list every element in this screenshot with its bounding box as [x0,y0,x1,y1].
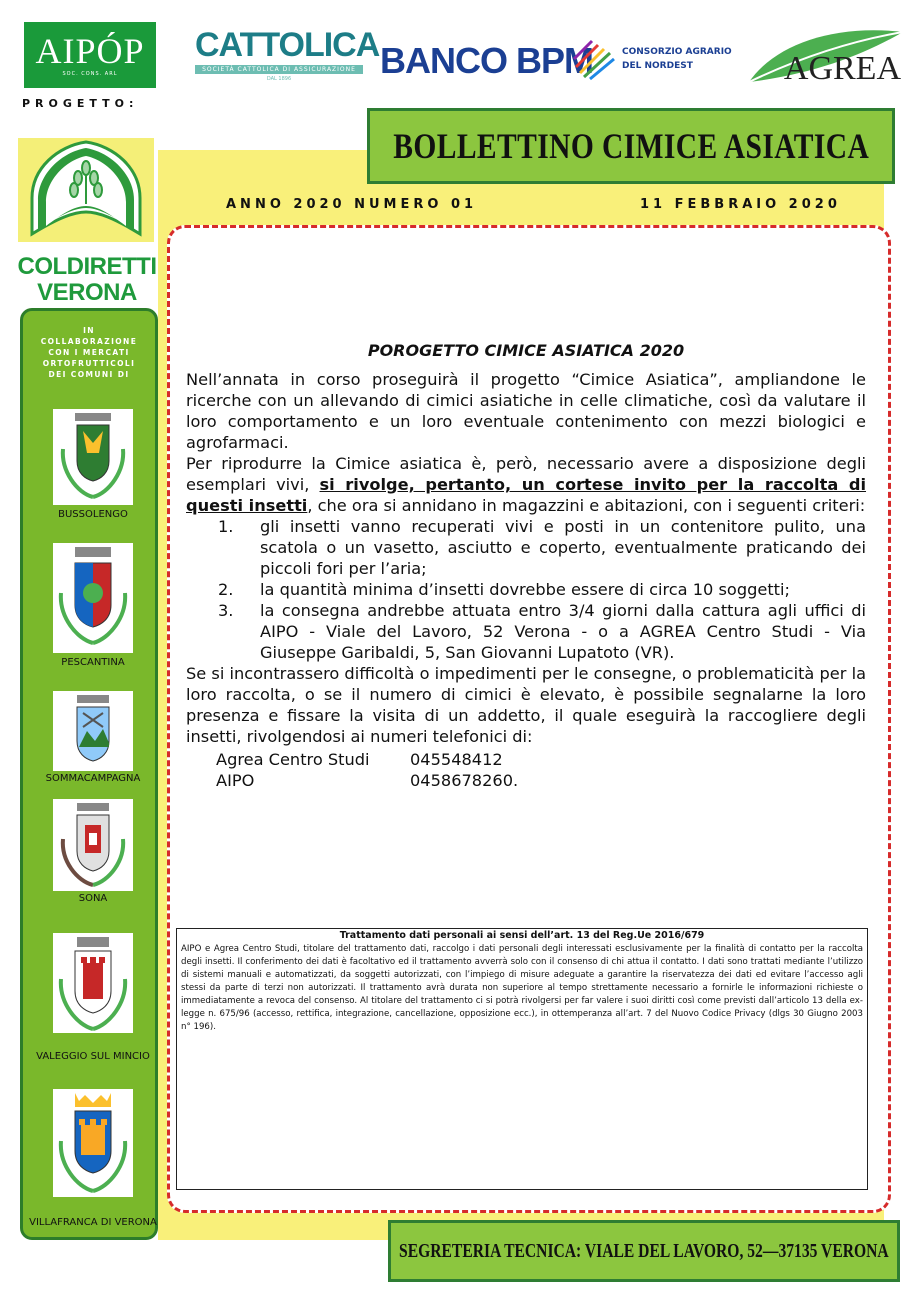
consorzio-line2: DEL NORDEST [622,61,693,71]
collab-line: ORTOFRUTTICOLI [42,359,136,368]
bulletin-title-box [367,108,895,184]
list-item-number: 1. [218,517,234,536]
list-item-text: la quantità minima d’insetti dovrebbe essere di circa 10 soggetti; [260,580,790,599]
valeggio-crest-icon [53,933,133,1033]
coat-of-arms-bussolengo [53,409,133,520]
contact-row [216,749,866,770]
villafranca-crest-icon [53,1089,133,1197]
p2-start: Per riprodurre la Cimice asiatica è, però, necessario avere a disposizione degli esemplari vivi, [186,454,866,494]
bussolengo-crest-icon [53,409,133,505]
coldiretti-line2: VERONA [37,279,137,306]
consorzio-line1: CONSORZIO AGRARIO [622,47,732,57]
list-item [186,600,866,663]
comune-label-villafranca: VILLAFRANCA DI VERONA [29,1217,157,1228]
list-item-text: gli insetti vanno recuperati vivi e posti in un contenitore pulito, una scatola o un vasetto, asciutto e coperto, eventualmente praticando dei piccoli fori per l’aria; [260,517,866,578]
cattolica-logo-year: DAL 1896 [266,76,292,82]
collaboration-text [23,325,155,380]
coat-of-arms-sommacampagna [45,691,141,784]
criteria-list [186,516,866,663]
contacts [186,749,866,791]
coat-of-arms-villafranca [29,1089,157,1228]
comune-label-sommacampagna: SOMMACAMPAGNA [45,773,141,784]
article-heading: POROGETTO CIMICE ASIATICA 2020 [367,341,685,360]
privacy-title: Trattamento dati personali ai sensi dell’art. 13 del Reg.Ue 2016/679 [339,930,705,941]
article-paragraph-3: Se si incontrassero difficoltà o impedimenti per le consegne, o problematicità per la loro raccolta, o se il numero di cimici è elevato, è possibile segnalarne la loro presenza e fissare la visita di un addetto, il quale eseguirà la raccogliere degli insetti, rivolgendosi ai numeri telefonici di: [186,664,866,746]
pescantina-crest-icon [53,543,133,653]
coldiretti-line1: COLDIRETTI [17,253,157,280]
coat-of-arms-sona [53,799,133,904]
comune-label-sona: SONA [78,893,108,904]
p2-end: , che ora si annidano in magazzini e abitazioni, con i seguenti criteri: [307,496,866,515]
comune-label-pescantina: PESCANTINA [61,657,125,668]
cattolica-logo-subtext: SOCIETÀ CATTOLICA DI ASSICURAZIONE [195,65,363,74]
sidebar-comuni [20,308,158,1240]
list-item-text: la consegna andrebbe attuata entro 3/4 giorni dalla cattura agli uffici di AIPO - Viale del Lavoro, 52 Verona - o a AGREA Centro Studi - Via Giuseppe Garibaldi, 5, San Giovanni Lupatoto (VR). [260,601,866,662]
cattolica-logo [195,26,380,82]
article [186,340,866,791]
agrea-logo [745,24,907,90]
issue-number: ANNO 2020 NUMERO 01 [226,197,478,212]
consorzio-logo-text [622,45,732,73]
collab-line: DEI COMUNI DI [48,370,130,379]
list-item-number: 3. [218,601,234,620]
list-item [186,579,866,600]
consorzio-agrario-logo [572,36,742,82]
project-emblem [18,138,154,242]
aipo-logo [24,22,156,88]
collab-line: IN [83,326,95,335]
sommacampagna-crest-icon [53,691,133,771]
privacy-body: AIPO e Agrea Centro Studi, titolare del trattamento dati, raccolgo i dati personali degli interessati esclusivamente per la finalità di contatto per la raccolta degli insetti. Il conferimento dei dati è facoltativo ed il trattamento avverrà solo con il consenso di chi attua il contatto. I dati sono trattati mediante l’utilizzo di sistemi manuali e automatizzati, da soggetti autorizzati, con l’impiego di misure adeguate a garantire la riservatezza dei dati ed evitare l’accesso agli stessi da parte di terzi non autorizzati. Il trattamento avrà durata non superiore al tempo strettamente necessario a fornirle le informazioni richieste o immediatamente a revoca del consenso. Al titolare del trattamento ci si potrà rivolgersi per far valere i suoi diritti così come previsti dall’articolo 13 della ex-legge n. 675/96 (accesso, rettifica, integrazione, cancellazione, opposizione ecc.), in ottemperanza all’art. 7 del Nuovo Codice Privacy (dlgs 30 Giugno 2003 n° 196). [181,944,863,1032]
contact-name: Agrea Centro Studi [216,750,370,769]
aipo-logo-text: AIPÓP [35,31,145,71]
contact-phone: 045548412 [410,750,503,769]
contact-row [216,770,866,791]
footer-text: SEGRETERIA TECNICA: VIALE DEL LAVORO, 52—37135 VERONA [399,1239,889,1262]
agrea-logo-text: AGREA [783,50,901,87]
consorzio-mark-icon [572,37,618,81]
comune-label-bussolengo: BUSSOLENGO [58,509,128,520]
sona-crest-icon [53,799,133,891]
p2-highlight: si rivolge, pertanto, un cortese invito per la raccolta di questi insetti [186,475,867,515]
aipo-logo-subtext: SOC. CONS. ARL [62,71,118,77]
coat-of-arms-pescantina [53,543,133,668]
collab-line: COLLABORAZIONE [40,337,138,346]
collab-line: CON I MERCATI [48,348,130,357]
wheat-shield-icon [18,138,154,242]
cattolica-logo-text: CATTOLICA [195,26,380,64]
issue-date: 11 FEBBRAIO 2020 [640,197,841,212]
contact-name: AIPO [216,771,255,790]
bulletin-title: BOLLETTINO CIMICE ASIATICA [393,126,870,166]
article-paragraph-1: Nell’annata in corso proseguirà il progetto “Cimice Asiatica”, ampliandone le ricerche con un allevando di cimici asiatiche in celle climatiche, così da valutare il loro comportamento e un loro eventuale contenimento con mezzi biologici e agrofarmaci. [186,370,866,452]
comune-label-valeggio: VALEGGIO SUL MINCIO [36,1051,150,1062]
contact-phone: 0458678260. [410,771,519,790]
coat-of-arms-valeggio [36,933,150,1062]
list-item [186,516,866,579]
progetto-label: PROGETTO: [22,97,139,110]
coldiretti-verona-brand [14,254,160,306]
privacy-notice [176,928,868,1190]
banco-bpm-logo: BANCO BPM [380,40,593,81]
article-paragraph-2 [186,453,866,516]
footer-box [388,1220,900,1282]
list-item-number: 2. [218,580,234,599]
